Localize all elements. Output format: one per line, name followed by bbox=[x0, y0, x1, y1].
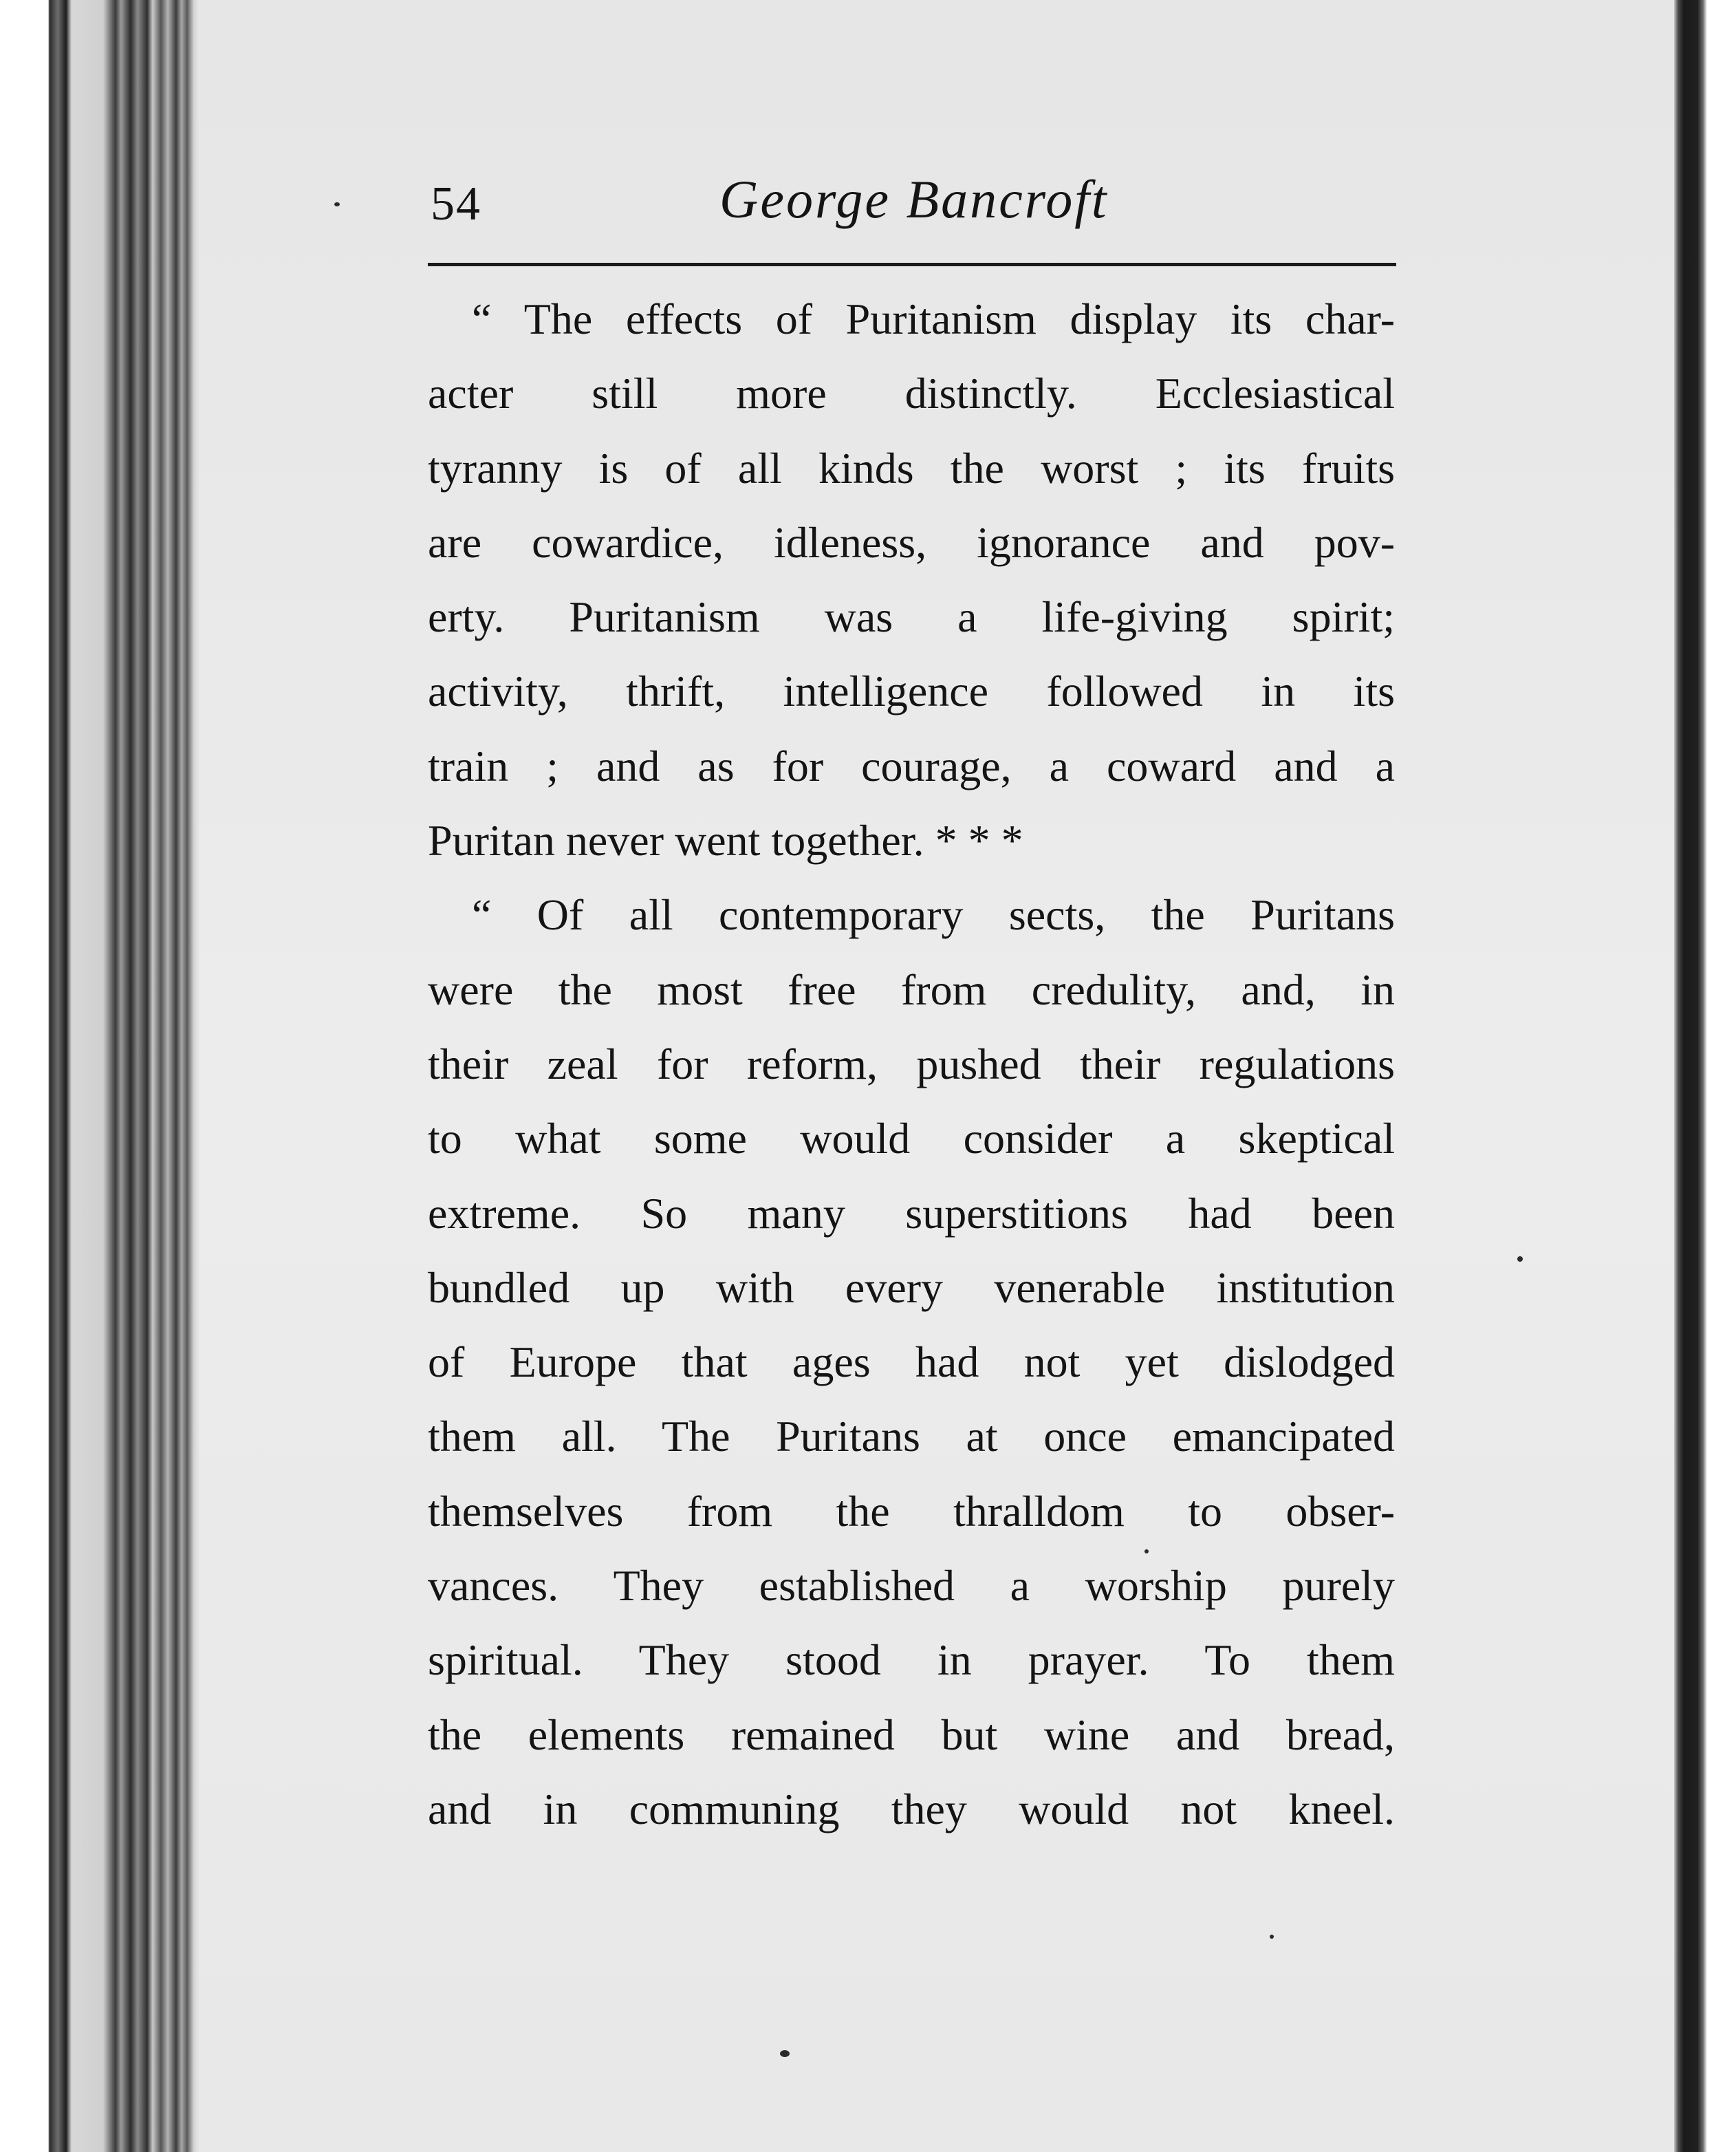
text-line: train ; and as for courage, a coward and a bbox=[428, 741, 1395, 790]
text-line: of Europe that ages had not yet dislodged bbox=[428, 1337, 1395, 1387]
text-line: vances. They established a worship purely bbox=[428, 1561, 1395, 1611]
speck bbox=[1270, 1935, 1274, 1939]
book-edge bbox=[0, 0, 199, 2152]
text-line: and in communing they would not kneel. bbox=[428, 1784, 1395, 1833]
text-line: “ The effects of Puritanism display its char- bbox=[472, 294, 1395, 343]
text-line: activity, thrift, intelligence followed in its bbox=[428, 667, 1395, 716]
running-head bbox=[431, 165, 1396, 241]
header-rule bbox=[428, 263, 1396, 266]
text-line: are cowardice, idleness, ignorance and pov- bbox=[428, 517, 1395, 567]
text-line: the elements remained but wine and bread, bbox=[428, 1710, 1395, 1759]
text-line: were the most free from credulity, and, in bbox=[428, 965, 1395, 1014]
speck bbox=[780, 2050, 790, 2057]
text-line: “ Of all contemporary sects, the Puritans bbox=[472, 890, 1395, 940]
speck bbox=[1144, 1549, 1149, 1553]
book-right-edge bbox=[1674, 0, 1736, 2152]
text-line: erty. Puritanism was a life-giving spirit; bbox=[428, 592, 1395, 642]
text-line: Puritan never went together. * * * bbox=[428, 816, 1023, 865]
running-title: George Bancroft bbox=[719, 169, 1109, 229]
text-line: them all. The Puritans at once emancipated bbox=[428, 1412, 1395, 1461]
speck bbox=[1517, 1256, 1523, 1262]
text-line: acter still more distinctly. Ecclesiastical bbox=[428, 369, 1395, 418]
page-number: 54 bbox=[431, 177, 481, 230]
text-line: their zeal for reform, pushed their regulations bbox=[428, 1039, 1395, 1088]
body-text bbox=[428, 282, 1395, 1847]
text-line: extreme. So many superstitions had been bbox=[428, 1188, 1395, 1238]
text-line: to what some would consider a skeptical bbox=[428, 1114, 1395, 1163]
speck bbox=[334, 202, 340, 206]
text-line: spiritual. They stood in prayer. To them bbox=[428, 1635, 1395, 1685]
text-line: bundled up with every venerable institution bbox=[428, 1262, 1395, 1312]
text-line: tyranny is of all kinds the worst ; its fruits bbox=[428, 443, 1395, 493]
text-line: themselves from the thralldom to obser- bbox=[428, 1486, 1395, 1536]
